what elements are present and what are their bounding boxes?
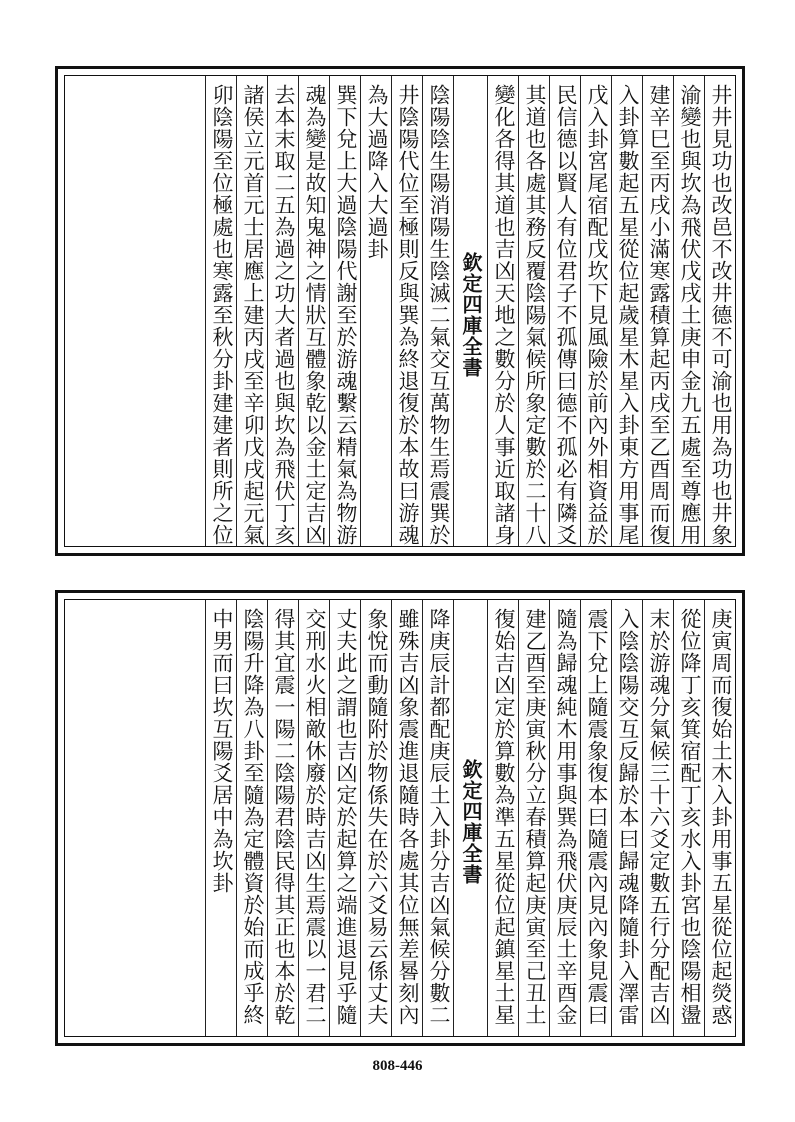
text-column: 雖殊吉凶象震進退隨時各處其位無差晷刻內 (391, 600, 422, 1036)
text-column: 井陰陽代位至極則反與巽為終退復於本故曰游魂 (391, 76, 422, 546)
text-column: 中男而曰坎互陽爻居中為坎卦 (205, 600, 236, 1036)
spine-title: 欽定四庫全書 (459, 759, 483, 885)
text-column: 入陰陰陽交互反歸於本曰歸魂降隨卦入澤雷 (611, 600, 642, 1036)
text-column: 卯陰陽至位極處也寒露至秋分卦建建者則所之位 (205, 76, 236, 546)
text-column: 復始吉凶定於算數為準五星從位起鎮星土星 (487, 600, 518, 1036)
text-column: 降庚辰計都配庚辰土入卦分吉凶氣候分數二 (422, 600, 453, 1036)
text-column: 交刑水火相敵休廢於時吉凶生焉震以一君二 (298, 600, 329, 1036)
text-column: 丈夫此之謂也吉凶定於起算之端進退見乎隨 (329, 600, 360, 1036)
page-block-bottom (55, 590, 745, 1046)
text-column: 民信德以賢人有位君子不孤傳曰德不孤必有隣爻 (549, 76, 580, 546)
text-column: 陰陽陰生陽消陽生陰滅二氣交互萬物生焉震巽於 (422, 76, 453, 546)
text-column: 諸侯立元首元士居應上建丙戌至辛卯戊戌起元氣 (236, 76, 267, 546)
text-column: 得其宜震一陽二陰陽君陰民得其正也本於乾 (267, 600, 298, 1036)
text-column: 建乙酉至庚寅秋分立春積算起庚寅至己丑土 (518, 600, 549, 1036)
text-column: 象悅而動隨附於物係失在於六爻易云係丈夫 (360, 600, 391, 1036)
text-column: 震下兌上隨震象復本曰隨震內見內象見震曰 (580, 600, 611, 1036)
text-column: 陰陽升降為八卦至隨為定體資於始而成乎終 (236, 600, 267, 1036)
page-number: 808-446 (372, 1058, 423, 1074)
text-column: 渝變也與坎為飛伏戊戌土庚申金九五處至尊應用 (673, 76, 704, 546)
page-frame-bottom (64, 599, 736, 1037)
text-column: 巽下兌上大過陰陽代謝至於游魂繫云精氣為物游 (329, 76, 360, 546)
spine-column-top (453, 76, 487, 546)
text-column: 為大過降入大過卦 (360, 76, 391, 546)
text-columns-bottom (65, 600, 735, 1036)
text-column: 井井見功也改邑不改井德不可渝也用為功也井象 (704, 76, 735, 546)
text-column: 其道也各處其務反覆陰陽氣候所象定數於二十八 (518, 76, 549, 546)
text-column: 隨為歸魂純木用事與巽為飛伏庚辰土辛酉金 (549, 600, 580, 1036)
text-column: 去本末取二五為過之功大者過也與坎為飛伏丁亥 (267, 76, 298, 546)
text-column: 庚寅周而復始土木入卦用事五星從位起熒惑 (704, 600, 735, 1036)
page-block-top (55, 66, 745, 556)
spine-title: 欽定四庫全書 (459, 252, 483, 378)
text-column: 魂為變是故知鬼神之情狀互體象乾以金土定吉凶 (298, 76, 329, 546)
text-column: 從位降丁亥箕宿配丁亥水入卦宮也陰陽相盪 (673, 600, 704, 1036)
text-column: 入卦算數起五星從位起歲星木星入卦東方用事尾 (611, 76, 642, 546)
text-column: 變化各得其道也吉凶天地之數分於人事近取諸身 (487, 76, 518, 546)
page-frame-top (64, 75, 736, 547)
text-columns-top (65, 76, 735, 546)
text-column: 戊入卦宮尾宿配戊坎下見風險於前內外相資益於 (580, 76, 611, 546)
spine-column-bottom (453, 600, 487, 1036)
text-column: 建辛巳至丙戌小滿寒露積算起丙戌至乙酉周而復 (642, 76, 673, 546)
text-column: 末於游魂分氣候三十六爻定數五行分配吉凶 (642, 600, 673, 1036)
